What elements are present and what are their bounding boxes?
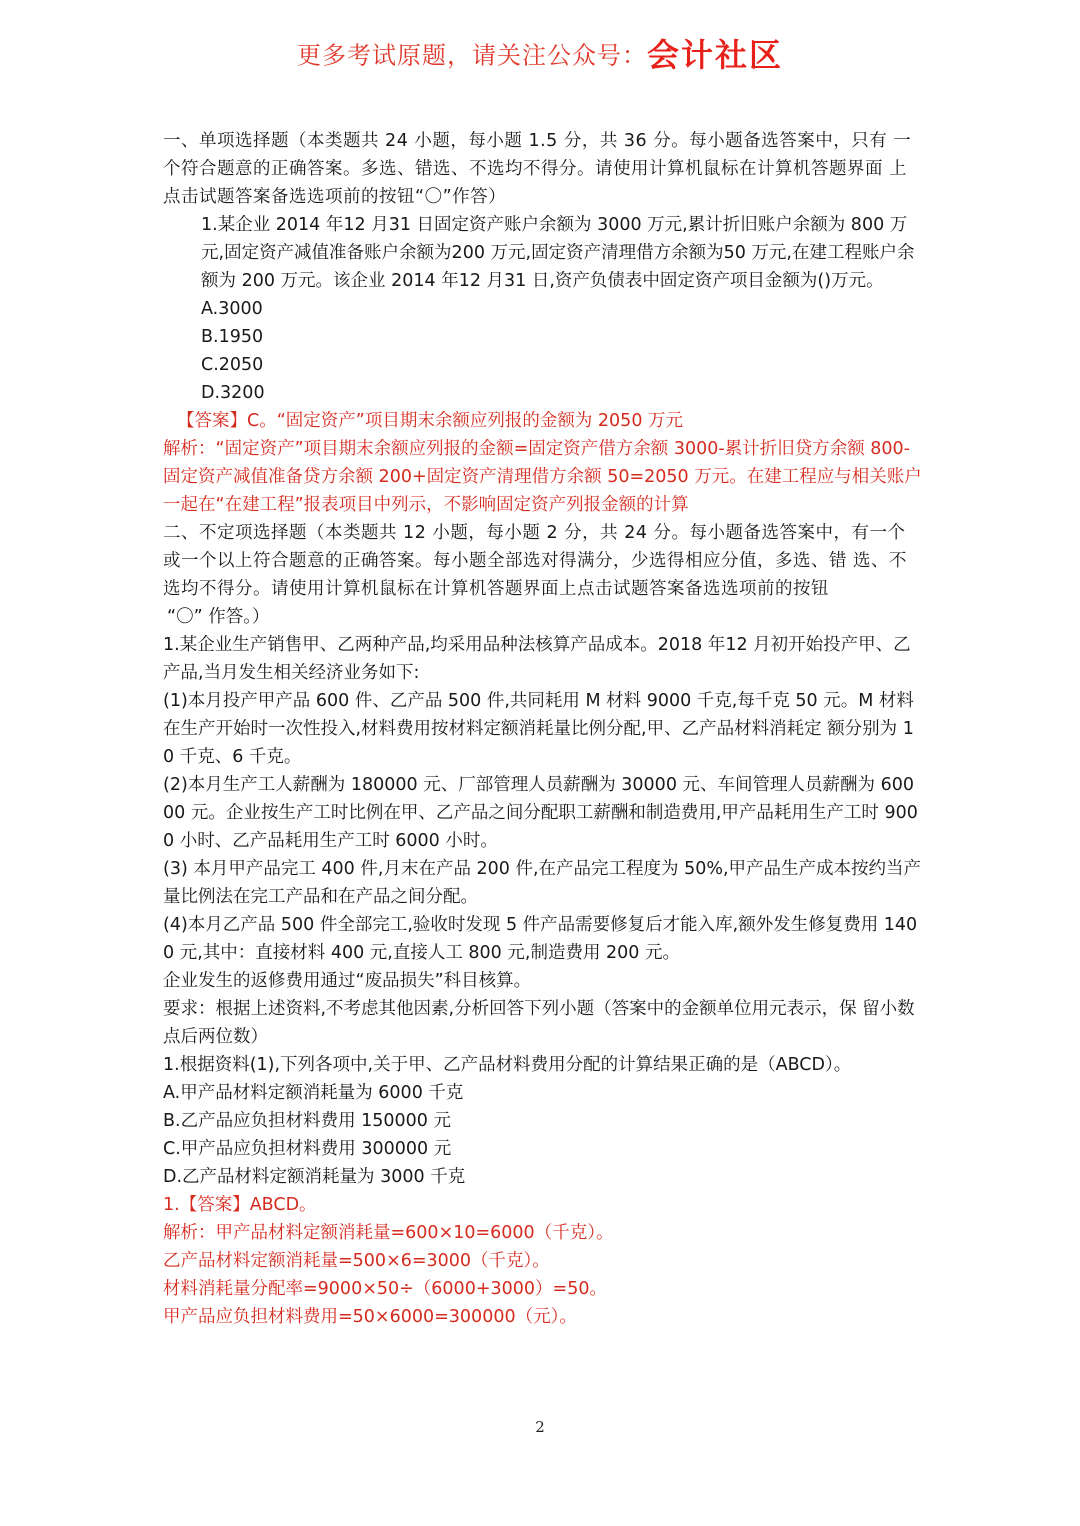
section1-answer: 【答案】C。“固定资产”项目期末余额应列报的金额为 2050 万元 bbox=[177, 411, 684, 431]
document-body bbox=[163, 127, 923, 1331]
sub-analysis-line: 甲产品应负担材料费用=50×6000=300000（元）。 bbox=[163, 1307, 577, 1327]
section1-option-a: A.3000 bbox=[201, 299, 263, 319]
page-header bbox=[0, 30, 1080, 76]
sub-question: 1.根据资料(1),下列各项中,关于甲、乙产品材料费用分配的计算结果正确的是（ABCD）。 bbox=[163, 1055, 852, 1075]
case-item-2: (2)本月生产工人薪酬为 180000 元、厂部管理人员薪酬为 30000 元、车间管理人员薪酬为 60000 元。企业按生产工时比例在甲、乙产品之间分配职工薪酬和制造费用,甲产品耗用生产工时 9000 小时、乙产品耗用生产工时 6000 小时。 bbox=[163, 775, 918, 851]
header-brand-name: 会计社区 bbox=[646, 36, 783, 74]
sub-option-c: C.甲产品应负担材料费用 300000 元 bbox=[163, 1139, 452, 1159]
case-item-4: (4)本月乙产品 500 件全部完工,验收时发现 5 件产品需要修复后才能入库,额外发生修复费用 1400 元,其中：直接材料 400 元,直接人工 800 元,制造费用 200 元。 bbox=[163, 915, 918, 963]
case-intro: 1.某企业生产销售甲、乙两种产品,均采用品种法核算产品成本。2018 年12 月初开始投产甲、乙产品,当月发生相关经济业务如下: bbox=[163, 635, 911, 683]
section2-intro-end: “〇” 作答。） bbox=[167, 607, 270, 627]
section1-question: 1.某企业 2014 年12 月31 日固定资产账户余额为 3000 万元,累计折旧账户余额为 800 万元,固定资产减值准备账户余额为200 万元,固定资产清理借方余额为50 万元,在建工程账户余额为 200 万元。该企业 2014 年12 月31 日,资产负债表中固定资产项目金额为()万元。 bbox=[201, 215, 915, 291]
requirement-text: 要求：根据上述资料,不考虑其他因素,分析回答下列小题（答案中的金额单位用元表示，保 留小数点后两位数） bbox=[163, 999, 915, 1047]
case-item-3: (3) 本月甲产品完工 400 件,月末在产品 200 件,在产品完工程度为 50%,甲产品生产成本按约当产量比例法在完工产品和在产品之间分配。 bbox=[163, 859, 922, 907]
sub-option-a: A.甲产品材料定额消耗量为 6000 千克 bbox=[163, 1083, 464, 1103]
sub-option-d: D.乙产品材料定额消耗量为 3000 千克 bbox=[163, 1167, 466, 1187]
sub-analysis-line: 乙产品材料定额消耗量=500×6=3000（千克）。 bbox=[163, 1251, 550, 1271]
header-lead-text: 更多考试原题，请关注公众号： bbox=[296, 41, 647, 70]
section1-intro: 一、单项选择题（本类题共 24 小题，每小题 1.5 分，共 36 分。每小题备选答案中，只有 一个符合题意的正确答案。多选、错选、不选均不得分。请使用计算机鼠标在计算机答题界面 上点击试题答案备选选项前的按钮“〇”作答） bbox=[163, 131, 912, 207]
case-item-1: (1)本月投产甲产品 600 件、乙产品 500 件,共同耗用 M 材料 9000 千克,每千克 50 元。M 材料在生产开始时一次性投入,材料费用按材料定额消耗量比例分配,甲、乙产品材料消耗定 额分别为 10 千克、6 千克。 bbox=[163, 691, 914, 767]
sub-analysis-line: 材料消耗量分配率=9000×50÷（6000+3000）=50。 bbox=[163, 1279, 607, 1299]
sub-answer: 1.【答案】ABCD。 bbox=[163, 1195, 317, 1215]
case-item-5: 企业发生的返修费用通过“废品损失”科目核算。 bbox=[163, 971, 532, 991]
page-number: 2 bbox=[535, 1418, 545, 1436]
section2-intro: 二、不定项选择题（本类题共 12 小题，每小题 2 分，共 24 分。每小题备选答案中，有一个或一个以上符合题意的正确答案。每小题全部选对得满分，少选得相应分值，多选、错 选、不选均不得分。请使用计算机鼠标在计算机答题界面上点击试题答案备选选项前的按钮 bbox=[163, 523, 908, 599]
section1-analysis: 解析：“固定资产”项目期末余额应列报的金额=固定资产借方余额 3000-累计折旧贷方余额 800-固定资产减值准备贷方余额 200+固定资产清理借方余额 50=2050 万元。在建工程应与相关账户一起在“在建工程”报表项目中列示，不影响固定资产列报金额的计算 bbox=[163, 439, 922, 515]
section1-option-c: C.2050 bbox=[201, 355, 264, 375]
sub-analysis-line: 解析：甲产品材料定额消耗量=600×10=6000（千克）。 bbox=[163, 1223, 614, 1243]
sub-option-b: B.乙产品应负担材料费用 150000 元 bbox=[163, 1111, 451, 1131]
section1-option-d: D.3200 bbox=[201, 383, 265, 403]
section1-option-b: B.1950 bbox=[201, 327, 264, 347]
